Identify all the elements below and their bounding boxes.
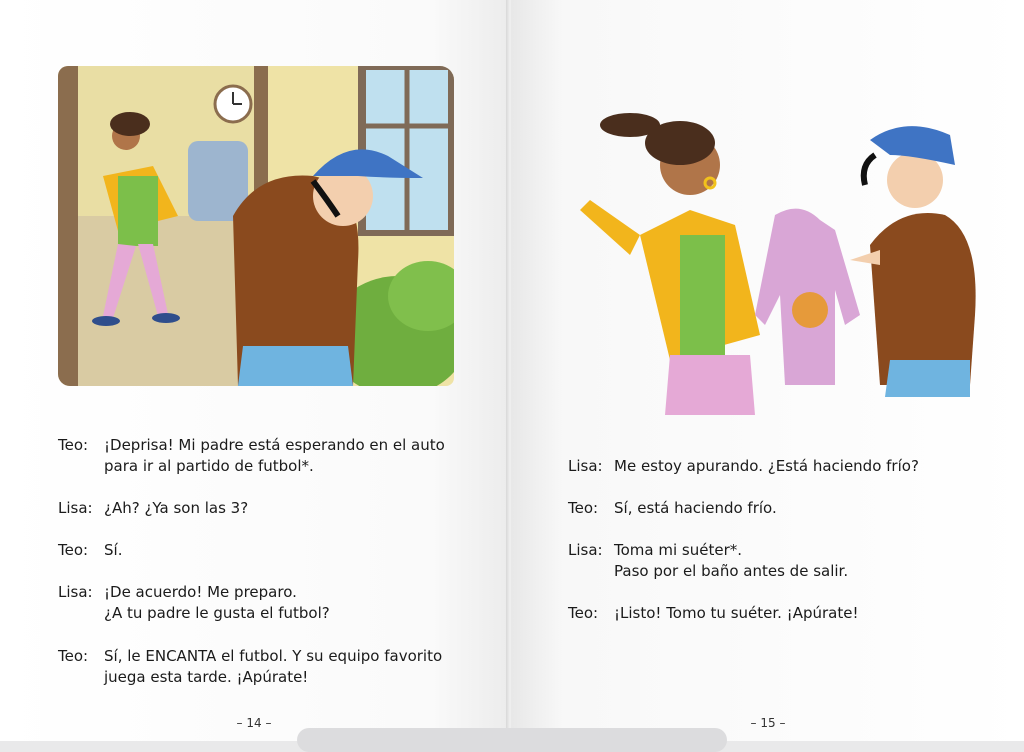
viewer-bottom-bar[interactable] bbox=[297, 728, 727, 752]
speech-text bbox=[104, 498, 248, 519]
speech-line: ¡Deprisa! Mi padre está esperando en el auto bbox=[104, 436, 445, 454]
speaker-label: Lisa: bbox=[568, 457, 603, 475]
speech-line: juega esta tarde. ¡Apúrate! bbox=[104, 668, 309, 686]
speaker-label: Teo: bbox=[58, 647, 89, 665]
speech-line: para ir al partido de futbol*. bbox=[104, 457, 314, 475]
dialogue-left bbox=[58, 435, 478, 695]
speech-line: ¡De acuerdo! Me preparo. bbox=[104, 583, 297, 601]
speaker-label: Lisa: bbox=[58, 499, 93, 517]
speaker-label: Teo: bbox=[58, 541, 89, 559]
page-number: – 15 – bbox=[750, 716, 786, 730]
right-page bbox=[512, 0, 1024, 741]
speech-text bbox=[614, 498, 777, 519]
speech-line: Toma mi suéter*. bbox=[614, 541, 743, 559]
speech-text bbox=[104, 646, 442, 688]
speech-text bbox=[614, 456, 919, 477]
speech-line: Sí, le ENCANTA el futbol. Y su equipo favorito bbox=[104, 647, 443, 665]
speaker-label: Teo: bbox=[58, 436, 89, 454]
speech-line: ¡Listo! Tomo tu suéter. ¡Apúrate! bbox=[614, 604, 859, 622]
speaker-label: Teo: bbox=[568, 499, 599, 517]
speech-line: Sí. bbox=[104, 541, 123, 559]
left-page bbox=[0, 0, 508, 741]
speaker-label: Teo: bbox=[568, 604, 599, 622]
speaker-label: Lisa: bbox=[58, 583, 93, 601]
speech-line: Me estoy apurando. ¿Está haciendo frío? bbox=[614, 457, 919, 475]
speech-line: Paso por el baño antes de salir. bbox=[614, 562, 849, 580]
speech-text bbox=[614, 603, 858, 624]
speech-text bbox=[614, 540, 848, 582]
speaker-label: Lisa: bbox=[568, 541, 603, 559]
speech-line: ¿Ah? ¿Ya son las 3? bbox=[104, 499, 249, 517]
illustration-teo-and-lisa-at-door bbox=[58, 66, 454, 386]
dialogue-right bbox=[568, 456, 988, 656]
page-number: – 14 – bbox=[236, 716, 272, 730]
speech-text bbox=[104, 540, 122, 561]
speech-text bbox=[104, 582, 330, 624]
illustration-lisa-gives-sweater bbox=[560, 85, 980, 415]
speech-text bbox=[104, 435, 445, 477]
speech-line: Sí, está haciendo frío. bbox=[614, 499, 777, 517]
speech-line: ¿A tu padre le gusta el futbol? bbox=[104, 604, 330, 622]
